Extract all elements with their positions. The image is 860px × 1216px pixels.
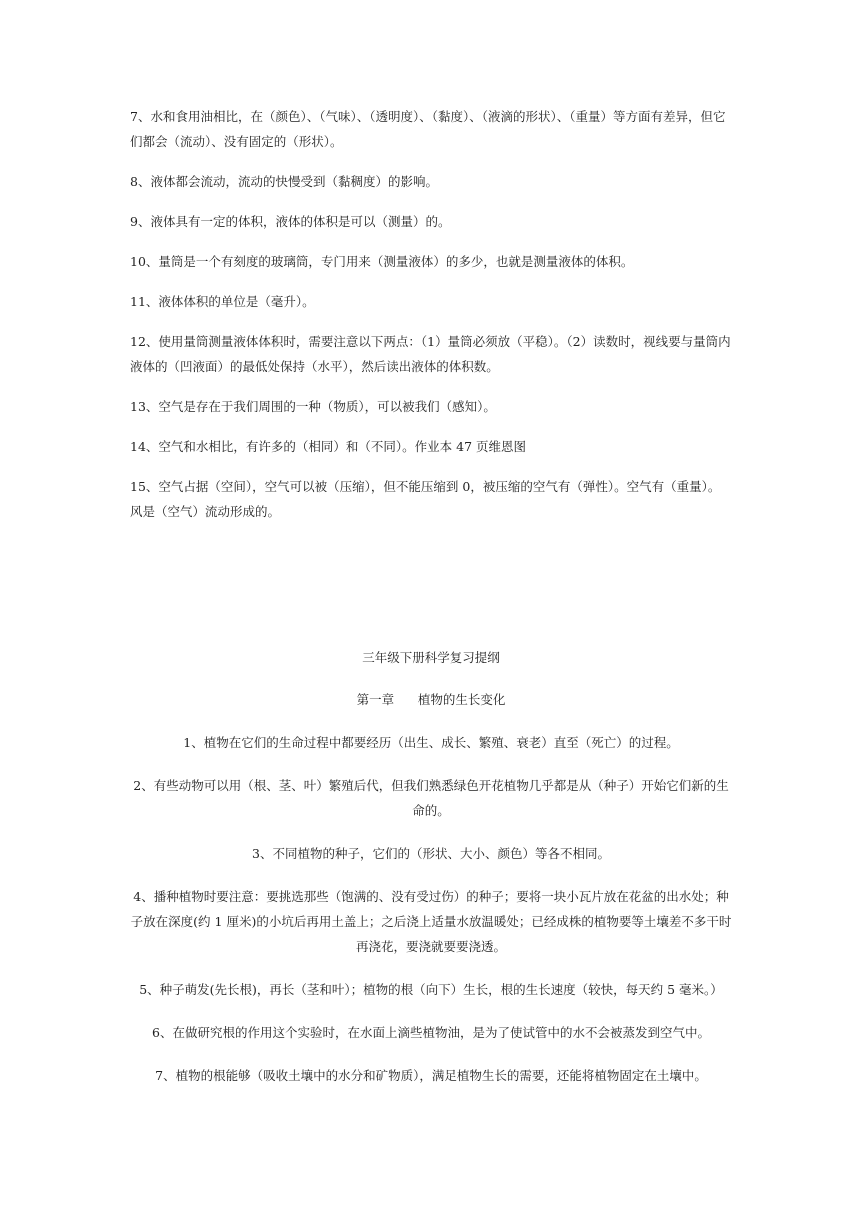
note-item-12: 12、使用量筒测量液体体积时，需要注意以下两点：（1）量筒必须放（平稳）。（2）读数时，视线要与量筒内液体的（凹液面）的最低处保持（水平），然后读出液体的体积数。 (130, 334, 731, 374)
outline-item-7: 7、植物的根能够（吸收土壤中的水分和矿物质），满足植物生长的需要，还能将植物固定在土壤中。 (155, 1068, 707, 1083)
outline-item-3: 3、不同植物的种子，它们的（形状、大小、颜色）等各不相同。 (252, 846, 610, 861)
chapter-heading: 第一章 植物的生长变化 (356, 692, 506, 707)
note-item-11: 11、液体体积的单位是（毫升）。 (130, 294, 315, 309)
outline-title: 三年级下册科学复习提纲 (362, 650, 500, 665)
note-item-15: 15、空气占据（空间），空气可以被（压缩），但不能压缩到 0，被压缩的空气有（弹性）。空气有（重量）。风是（空气）流动形成的。 (130, 479, 721, 519)
outline-item-1: 1、植物在它们的生命过程中都要经历（出生、成长、繁殖、衰老）直至（死亡）的过程。 (183, 735, 679, 750)
note-item-10: 10、量筒是一个有刻度的玻璃筒，专门用来（测量液体）的多少，也就是测量液体的体积。 (130, 254, 634, 269)
note-item-14: 14、空气和水相比，有许多的（相同）和（不同）。作业本 47 页维恩图 (130, 439, 527, 454)
note-item-7: 7、水和食用油相比，在（颜色）、（气味）、（透明度）、（黏度）、（液滴的形状）、（重量）等方面有差异，但它们都会（流动）、没有固定的（形状）。 (130, 109, 726, 149)
outline-item-4: 4、播种植物时要注意：要挑选那些（饱满的、没有受过伤）的种子；要将一块小瓦片放在花盆的出水处；种子放在深度(约 1 厘米)的小坑后再用土盖上；之后浇上适量水放温暖处；已经成株的植物要等土壤差不多干时再浇花，要浇就要要浇透。 (130, 889, 732, 954)
note-item-9: 9、液体具有一定的体积，液体的体积是可以（测量）的。 (130, 214, 451, 229)
liquid-air-notes (130, 104, 732, 539)
note-item-13: 13、空气是存在于我们周围的一种（物质），可以被我们（感知）。 (130, 399, 496, 414)
note-item-8: 8、液体都会流动，流动的快慢受到（黏稠度）的影响。 (130, 174, 438, 189)
review-outline (130, 645, 732, 1106)
outline-item-6: 6、在做研究根的作用这个实验时，在水面上滴些植物油，是为了使试管中的水不会被蒸发到空气中。 (152, 1025, 710, 1040)
outline-item-2: 2、有些动物可以用（根、茎、叶）繁殖后代，但我们熟悉绿色开花植物几乎都是从（种子）开始它们新的生命的。 (133, 778, 729, 818)
outline-item-5: 5、种子萌发(先长根)，再长（茎和叶）；植物的根（向下）生长，根的生长速度（较快，每天约 5 毫米。） (139, 982, 723, 997)
